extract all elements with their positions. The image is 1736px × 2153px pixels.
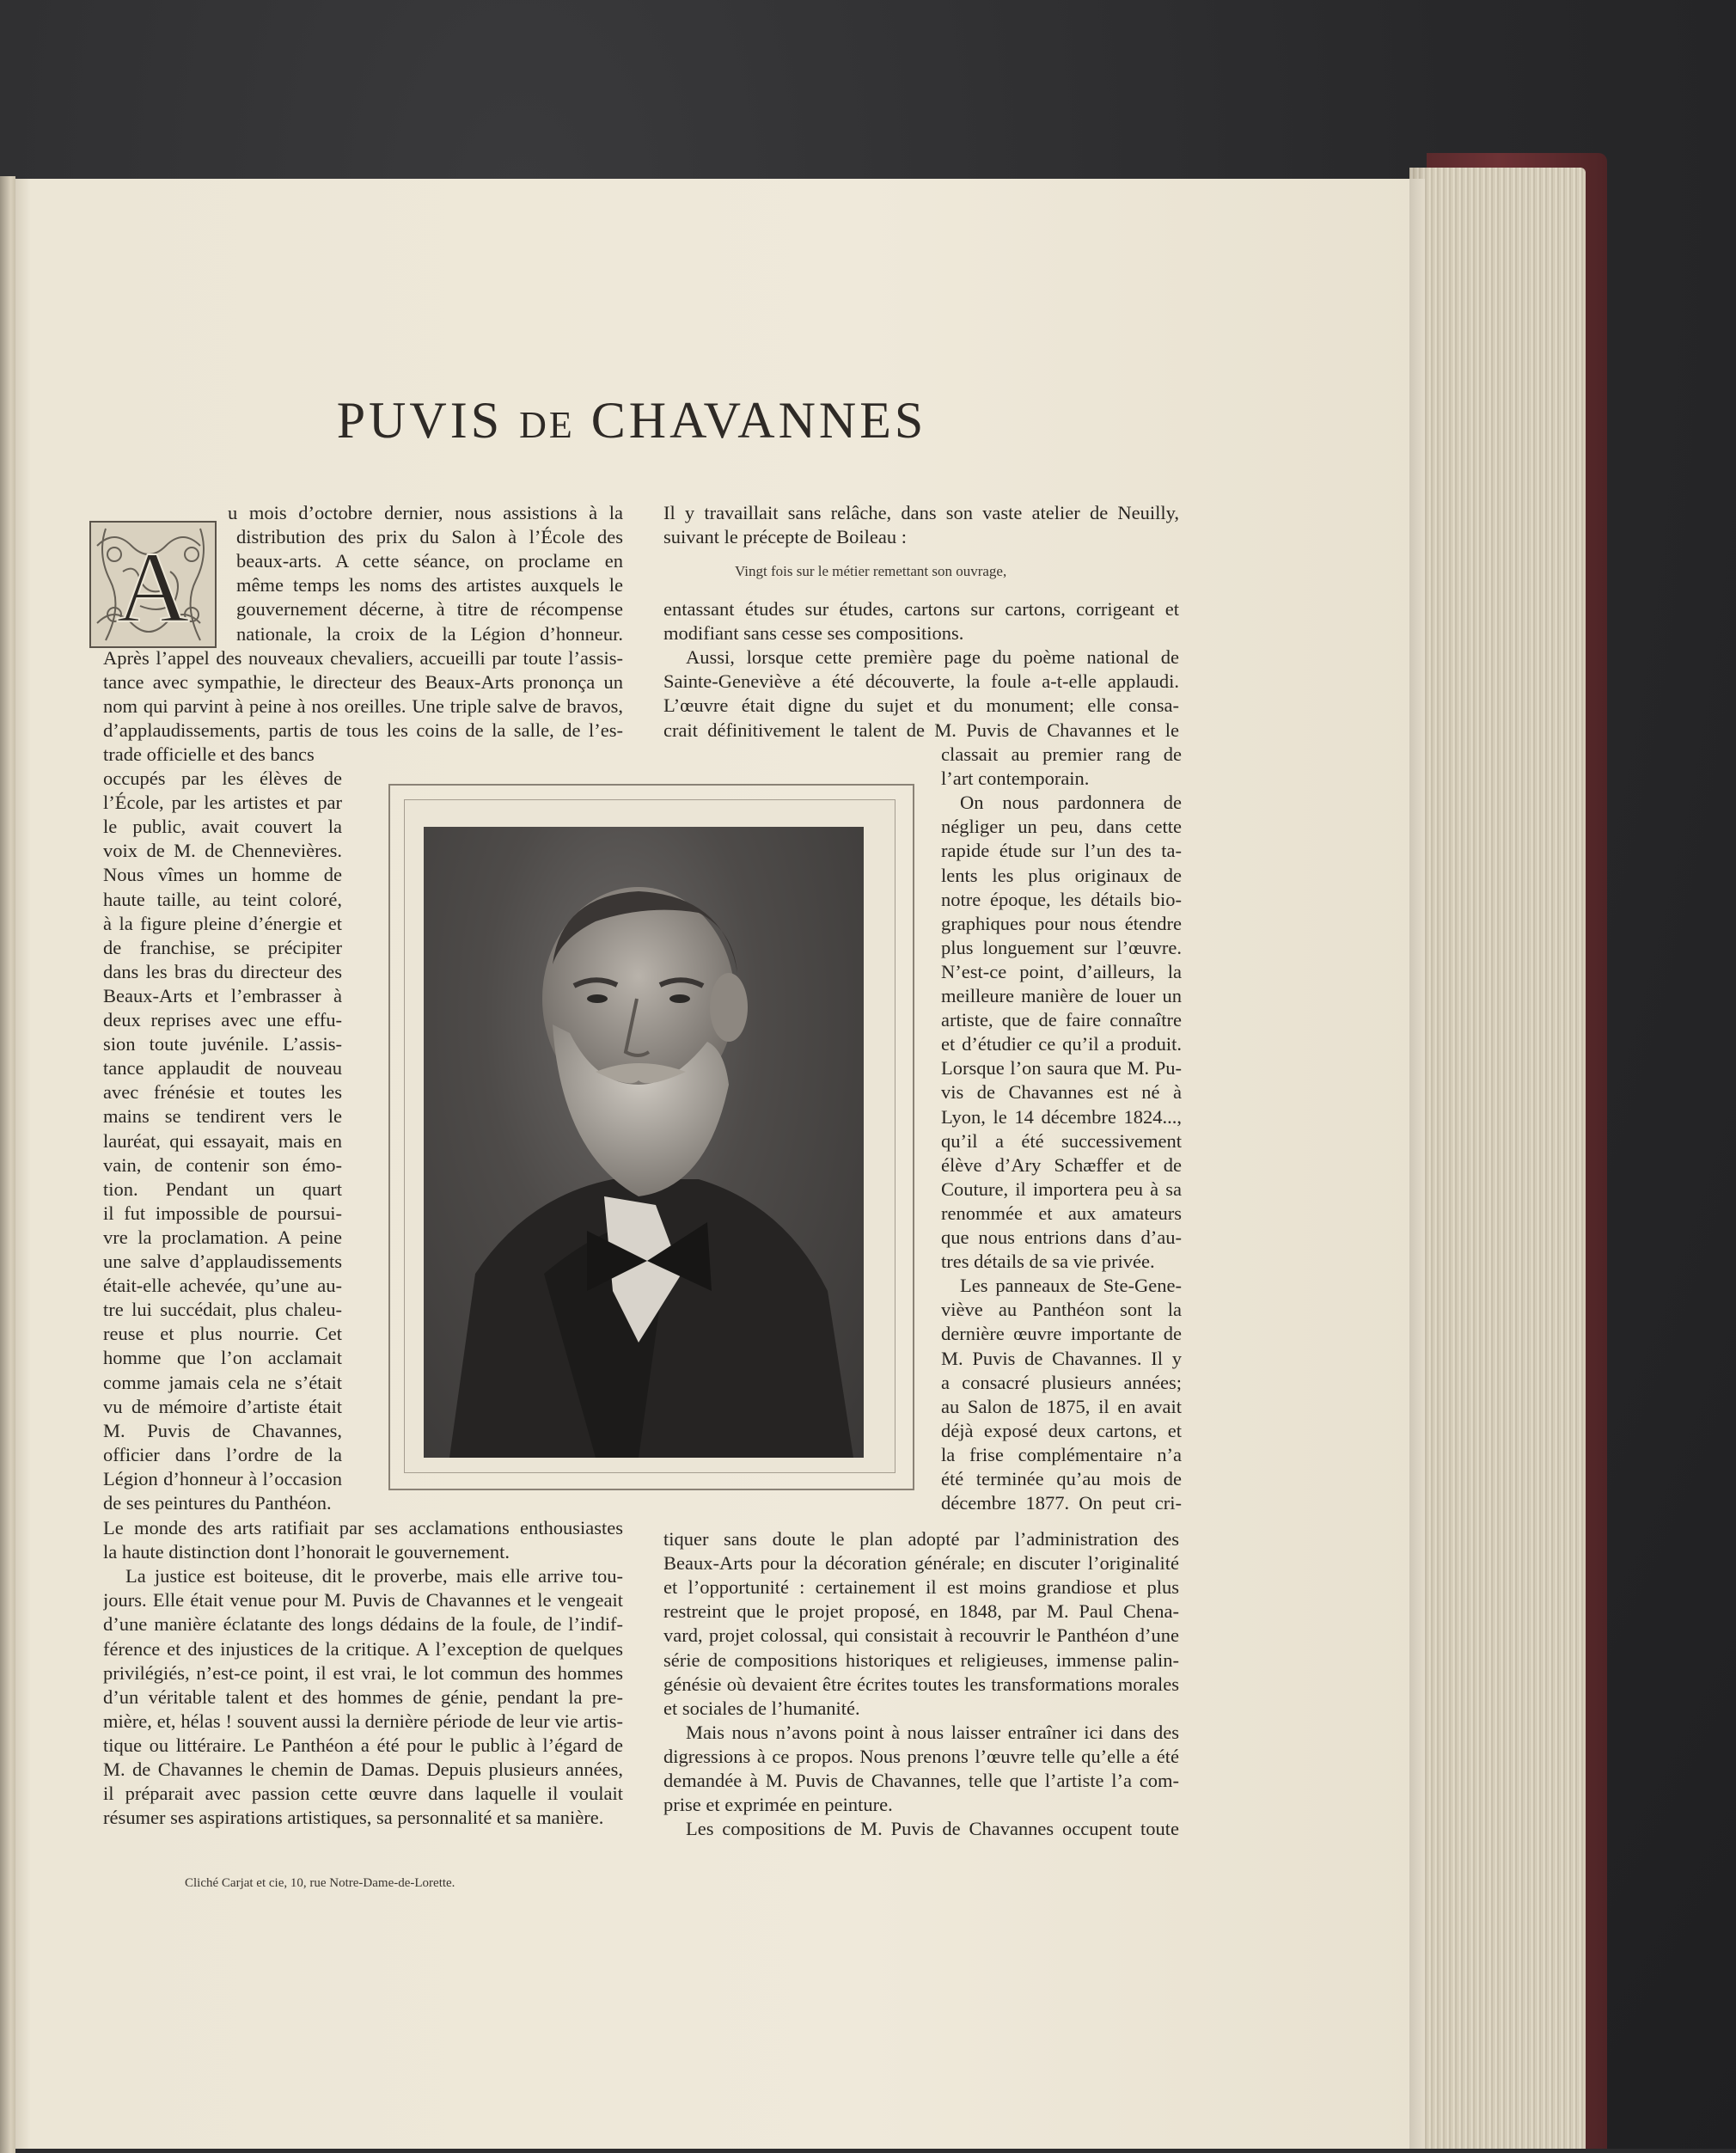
quoted-verse: Vingt fois sur le métier remettant son ouvrage, <box>735 563 1007 579</box>
text-line: à la figure pleine d’énergie et <box>103 913 342 934</box>
text-line: d’un véritable talent et des hommes de génie, pendant la pre- <box>103 1686 623 1708</box>
text-line: haute taille, au teint coloré, <box>103 889 342 910</box>
text-line: même temps les noms des artistes auxquels le <box>236 574 623 596</box>
text-line: d’applaudissements, partis de tous les coins de la salle, de l’es- <box>103 719 623 741</box>
text-line: M. de Chavannes le chemin de Damas. Depuis plusieurs années, <box>103 1758 623 1780</box>
text-line: Couture, il importera peu à sa <box>941 1178 1182 1200</box>
text-line: la haute distinction dont l’honorait le gouvernement. <box>103 1541 510 1563</box>
text-line: dernière œuvre importante de <box>941 1323 1182 1344</box>
text-line: officier dans l’ordre de la <box>103 1444 342 1465</box>
text-line: sion toute juvénile. L’assis- <box>103 1033 342 1055</box>
text-line: vard, projet colossal, qui consistait à recouvrir le Panthéon d’une <box>663 1624 1179 1646</box>
text-line: homme que l’on acclamait <box>103 1347 342 1368</box>
text-line: et sociales de l’humanité. <box>663 1697 860 1719</box>
text-line: tion. Pendant un quart <box>103 1178 342 1200</box>
text-line: M. Puvis de Chavannes. Il y <box>941 1348 1182 1369</box>
photo-credit: Cliché Carjat et cie, 10, rue Notre-Dame-de-Lorette. <box>185 1876 455 1890</box>
text-line: deux reprises avec une effu- <box>103 1009 342 1031</box>
text-line: privilégiés, n’est-ce point, il est vrai, le lot commun des hommes <box>103 1662 623 1684</box>
text-line: et l’opportunité : certainement il est moins grandiose et plus <box>663 1576 1179 1598</box>
text-line: voix de M. de Chennevières. <box>103 840 342 861</box>
text-line: Il y travaillait sans relâche, dans son vaste atelier de Neuilly, <box>663 502 1179 523</box>
text-line: résumer ses aspirations artistiques, sa personnalité et sa manière. <box>103 1807 604 1828</box>
title-particle: DE <box>519 404 575 446</box>
page-stack-edges <box>1409 168 1586 2149</box>
text-line: férence et des injustices de la critique. A l’exception de quelques <box>103 1638 623 1660</box>
text-line: élève d’Ary Schæffer et de <box>941 1154 1182 1176</box>
text-line: classait au premier rang de <box>941 743 1182 765</box>
portrait-photograph <box>424 827 864 1458</box>
text-line: que nous entrions dans d’au- <box>941 1226 1182 1248</box>
text-line: tiquer sans doute le plan adopté par l’administration des <box>663 1528 1179 1550</box>
text-line: beaux-arts. A cette séance, on proclame en <box>236 550 623 572</box>
title-main-2: CHAVANNES <box>590 392 927 449</box>
text-line: L’œuvre était digne du sujet et du monument; elle consa- <box>663 694 1179 716</box>
text-line: était-elle achevée, qu’une au- <box>103 1275 342 1296</box>
ornamental-dropcap <box>89 520 217 649</box>
text-line: comme jamais cela ne s’était <box>103 1372 342 1393</box>
text-line: N’est-ce point, d’ailleurs, la <box>941 961 1182 982</box>
text-line: tres détails de sa vie privée. <box>941 1251 1155 1272</box>
text-line: Les compositions de M. Puvis de Chavannes occupent toute <box>686 1818 1179 1839</box>
text-line: crait définitivement le talent de M. Puvis de Chavannes et le <box>663 719 1179 741</box>
text-line: demandée à M. Puvis de Chavannes, telle que l’artiste l’a com- <box>663 1770 1179 1791</box>
text-line: Légion d’honneur à l’occasion <box>103 1468 342 1489</box>
text-line: suivant le précepte de Boileau : <box>663 526 908 547</box>
text-line: Lyon, le 14 décembre 1824..., <box>941 1106 1182 1128</box>
text-line: une salve d’applaudissements <box>103 1251 342 1272</box>
left-page-edge <box>0 176 15 2153</box>
text-line: Aussi, lorsque cette première page du poème national de <box>686 646 1179 668</box>
text-line: graphiques pour nous étendre <box>941 913 1182 934</box>
text-line: déjà exposé deux cartons, et <box>941 1420 1182 1441</box>
text-line: avec frénésie et toutes les <box>103 1081 342 1103</box>
text-line: Lorsque l’on saura que M. Pu- <box>941 1057 1182 1079</box>
text-line: lents les plus originaux de <box>941 865 1182 886</box>
text-line: le public, avait couvert la <box>103 816 342 837</box>
text-line: Beaux-Arts et l’embrasser à <box>103 985 342 1006</box>
text-line: viève au Panthéon sont la <box>941 1299 1182 1320</box>
text-line: et d’étudier ce qu’il a produit. <box>941 1033 1182 1055</box>
text-line: nationale, la croix de la Légion d’honneur. <box>236 623 623 645</box>
text-line: Après l’appel des nouveaux chevaliers, accueilli par toute l’assis- <box>103 647 623 669</box>
text-line: Beaux-Arts pour la décoration générale; en discuter l’originalité <box>663 1552 1179 1574</box>
text-line: négliger un peu, dans cette <box>941 816 1182 837</box>
text-line: tance applaudit de nouveau <box>103 1057 342 1079</box>
text-line: décembre 1877. On peut cri- <box>941 1492 1182 1514</box>
text-line: au Salon de 1875, il en avait <box>941 1396 1182 1417</box>
text-line: distribution des prix du Salon à l’École des <box>236 526 623 547</box>
text-line: l’art contemporain. <box>941 768 1090 789</box>
text-line: meilleure manière de louer un <box>941 985 1182 1006</box>
text-line: été terminée qu’au mois de <box>941 1468 1182 1489</box>
text-line: dans les bras du directeur des <box>103 961 342 982</box>
text-line: jours. Elle était venue pour M. Puvis de Chavannes et le vengeait <box>103 1589 623 1611</box>
text-line: Les panneaux de Ste-Gene- <box>960 1275 1182 1296</box>
text-line: mière, et, hélas ! souvent aussi la dernière période de leur vie artis- <box>103 1710 623 1732</box>
text-line: de ses peintures du Panthéon. <box>103 1492 332 1514</box>
text-line: M. Puvis de Chavannes, <box>103 1420 342 1441</box>
text-line: nom qui parvint à peine à nos oreilles. Une triple salve de bravos, <box>103 695 623 717</box>
text-line: plus longuement sur l’œuvre. <box>941 937 1182 958</box>
text-line: a consacré plusieurs années; <box>941 1372 1182 1393</box>
text-line: prise et exprimée en peinture. <box>663 1794 893 1815</box>
text-line: de franchise, se précipiter <box>103 937 342 958</box>
text-line: Sainte-Geneviève a été découverte, la foule a-t-elle applaudi. <box>663 670 1179 692</box>
text-line: mains se tendirent vers le <box>103 1105 342 1127</box>
text-line: qu’il a été successivement <box>941 1130 1182 1152</box>
text-line: gouvernement décerne, à titre de récompense <box>236 598 623 620</box>
text-line: Nous vîmes un homme de <box>103 864 342 885</box>
text-line: digressions à ce propos. Nous prenons l’œuvre telle qu’elle a été <box>663 1746 1179 1767</box>
text-line: La justice est boiteuse, dit le proverbe, mais elle arrive tou- <box>125 1565 623 1587</box>
text-line: occupés par les élèves de <box>103 768 342 789</box>
text-line: la frise complémentaire n’a <box>941 1444 1182 1465</box>
text-line: lauréat, qui essayait, mais en <box>103 1130 342 1152</box>
title-main-1: PUVIS <box>336 392 504 449</box>
text-line: il fut impossible de poursui- <box>103 1202 342 1224</box>
text-line: u mois d’octobre dernier, nous assistions à la <box>228 502 623 523</box>
text-line: renommée et aux amateurs <box>941 1202 1182 1224</box>
text-line: notre époque, les détails bio- <box>941 889 1182 910</box>
text-line: série de compositions historiques et religieuses, immense palin- <box>663 1649 1179 1671</box>
text-line: il préparait avec passion cette œuvre dans laquelle il voulait <box>103 1783 623 1804</box>
page-edge-shadow <box>1409 168 1428 2149</box>
text-line: l’École, par les artistes et par <box>103 792 342 813</box>
text-line: reuse et plus nourrie. Cet <box>103 1323 342 1344</box>
text-line: vre la proclamation. A peine <box>103 1226 342 1248</box>
dropcap-letter: A <box>116 531 190 644</box>
text-line: artiste, que de faire connaître <box>941 1009 1182 1031</box>
article-title <box>292 391 971 450</box>
text-line: On nous pardonnera de <box>960 792 1182 813</box>
text-line: restreint que le projet proposé, en 1848, par M. Paul Chena- <box>663 1600 1179 1622</box>
text-line: modifiant sans cesse ses compositions. <box>663 622 964 644</box>
text-line: tique ou littéraire. Le Panthéon a été pour le public à l’égard de <box>103 1734 623 1756</box>
text-line: tre lui succédait, plus chaleu- <box>103 1299 342 1320</box>
text-line: tance avec sympathie, le directeur des Beaux-Arts prononça un <box>103 671 623 693</box>
text-line: vis de Chavannes est né à <box>941 1081 1182 1103</box>
text-line: rapide étude sur l’un des ta- <box>941 840 1182 861</box>
text-line: vain, de contenir son émo- <box>103 1154 342 1176</box>
text-line: trade officielle et des bancs <box>103 743 315 765</box>
text-line: Mais nous n’avons point à nous laisser entraîner ici dans des <box>686 1722 1179 1743</box>
text-line: entassant études sur études, cartons sur cartons, corrigeant et <box>663 598 1179 620</box>
text-line: génésie où devaient être écrites toutes les transformations morales <box>663 1673 1179 1695</box>
text-line: Le monde des arts ratifiait par ses acclamations enthousiastes <box>103 1517 623 1538</box>
text-line: vu de mémoire d’artiste était <box>103 1396 342 1417</box>
text-line: d’une manière éclatante des longs dédains de la foule, de l’indif- <box>103 1613 623 1635</box>
